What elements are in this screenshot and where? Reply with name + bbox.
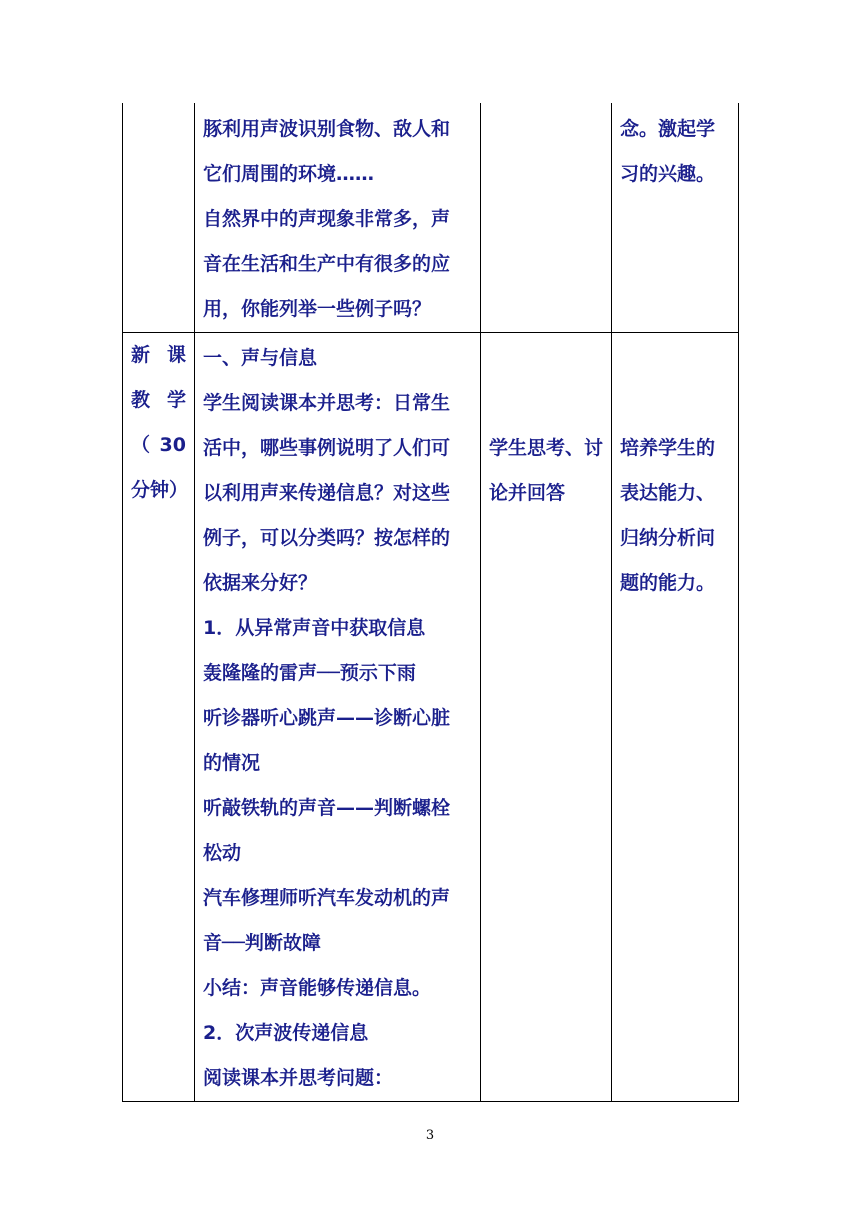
content-line: 用，你能列举一些例子吗？ [203, 298, 432, 320]
design-intent-cell [612, 103, 739, 333]
content-line: 依据来分好？ [203, 572, 318, 594]
content-line: 一、声与信息 [203, 347, 318, 369]
stage-line: （30 [131, 434, 186, 456]
content-line: 汽车修理师听汽车发动机的声 [203, 887, 451, 909]
content-line: 豚利用声波识别食物、敌人和 [203, 118, 451, 140]
student-activity-cell [481, 103, 612, 333]
content-line: 音──判断故障 [203, 932, 321, 954]
intent-line: 培养学生的 [620, 437, 716, 459]
intent-line: 归纳分析问 [620, 527, 716, 549]
content-line: 学生阅读课本并思考：日常生 [203, 392, 451, 414]
student-line: 论并回答 [489, 482, 566, 504]
content-line: 听诊器听心跳声——诊断心脏 [203, 707, 451, 729]
intent-line: 念。激起学 [620, 118, 716, 140]
intent-line: 题的能力。 [620, 572, 716, 594]
teaching-content-cell [195, 103, 481, 333]
content-line: 的情况 [203, 752, 261, 774]
stage-cell [123, 103, 195, 333]
content-line: 以利用声来传递信息？对这些 [203, 482, 451, 504]
student-line: 学生思考、讨 [489, 437, 604, 459]
content-line: 1．从异常声音中获取信息 [203, 617, 426, 639]
content-line: 自然界中的声现象非常多，声 [203, 208, 451, 230]
stage-line: 新课 [131, 344, 186, 366]
student-activity-cell [481, 333, 612, 1102]
intent-line: 表达能力、 [620, 482, 716, 504]
intent-line: 习的兴趣。 [620, 163, 716, 185]
lesson-plan-table [122, 103, 739, 1102]
stage-cell [123, 333, 195, 1102]
content-line: 轰隆隆的雷声──预示下雨 [203, 662, 416, 684]
content-line: 听敲铁轨的声音——判断螺栓 [203, 797, 451, 819]
stage-line: 分钟） [131, 479, 189, 501]
stage-line: 教学 [131, 389, 186, 411]
content-line: 阅读课本并思考问题： [203, 1067, 394, 1089]
content-line: 活中，哪些事例说明了人们可 [203, 437, 451, 459]
content-line: 例子，可以分类吗？按怎样的 [203, 527, 451, 549]
content-line: 它们周围的环境…… [203, 163, 375, 185]
design-intent-cell [612, 333, 739, 1102]
content-line: 音在生活和生产中有很多的应 [203, 253, 451, 275]
teaching-content-cell [195, 333, 481, 1102]
page-number: 3 [425, 1128, 435, 1143]
table-row [123, 103, 739, 333]
content-line: 小结：声音能够传递信息。 [203, 977, 432, 999]
content-line: 2．次声波传递信息 [203, 1022, 369, 1044]
content-line: 松动 [203, 842, 242, 864]
table-row [123, 333, 739, 1102]
